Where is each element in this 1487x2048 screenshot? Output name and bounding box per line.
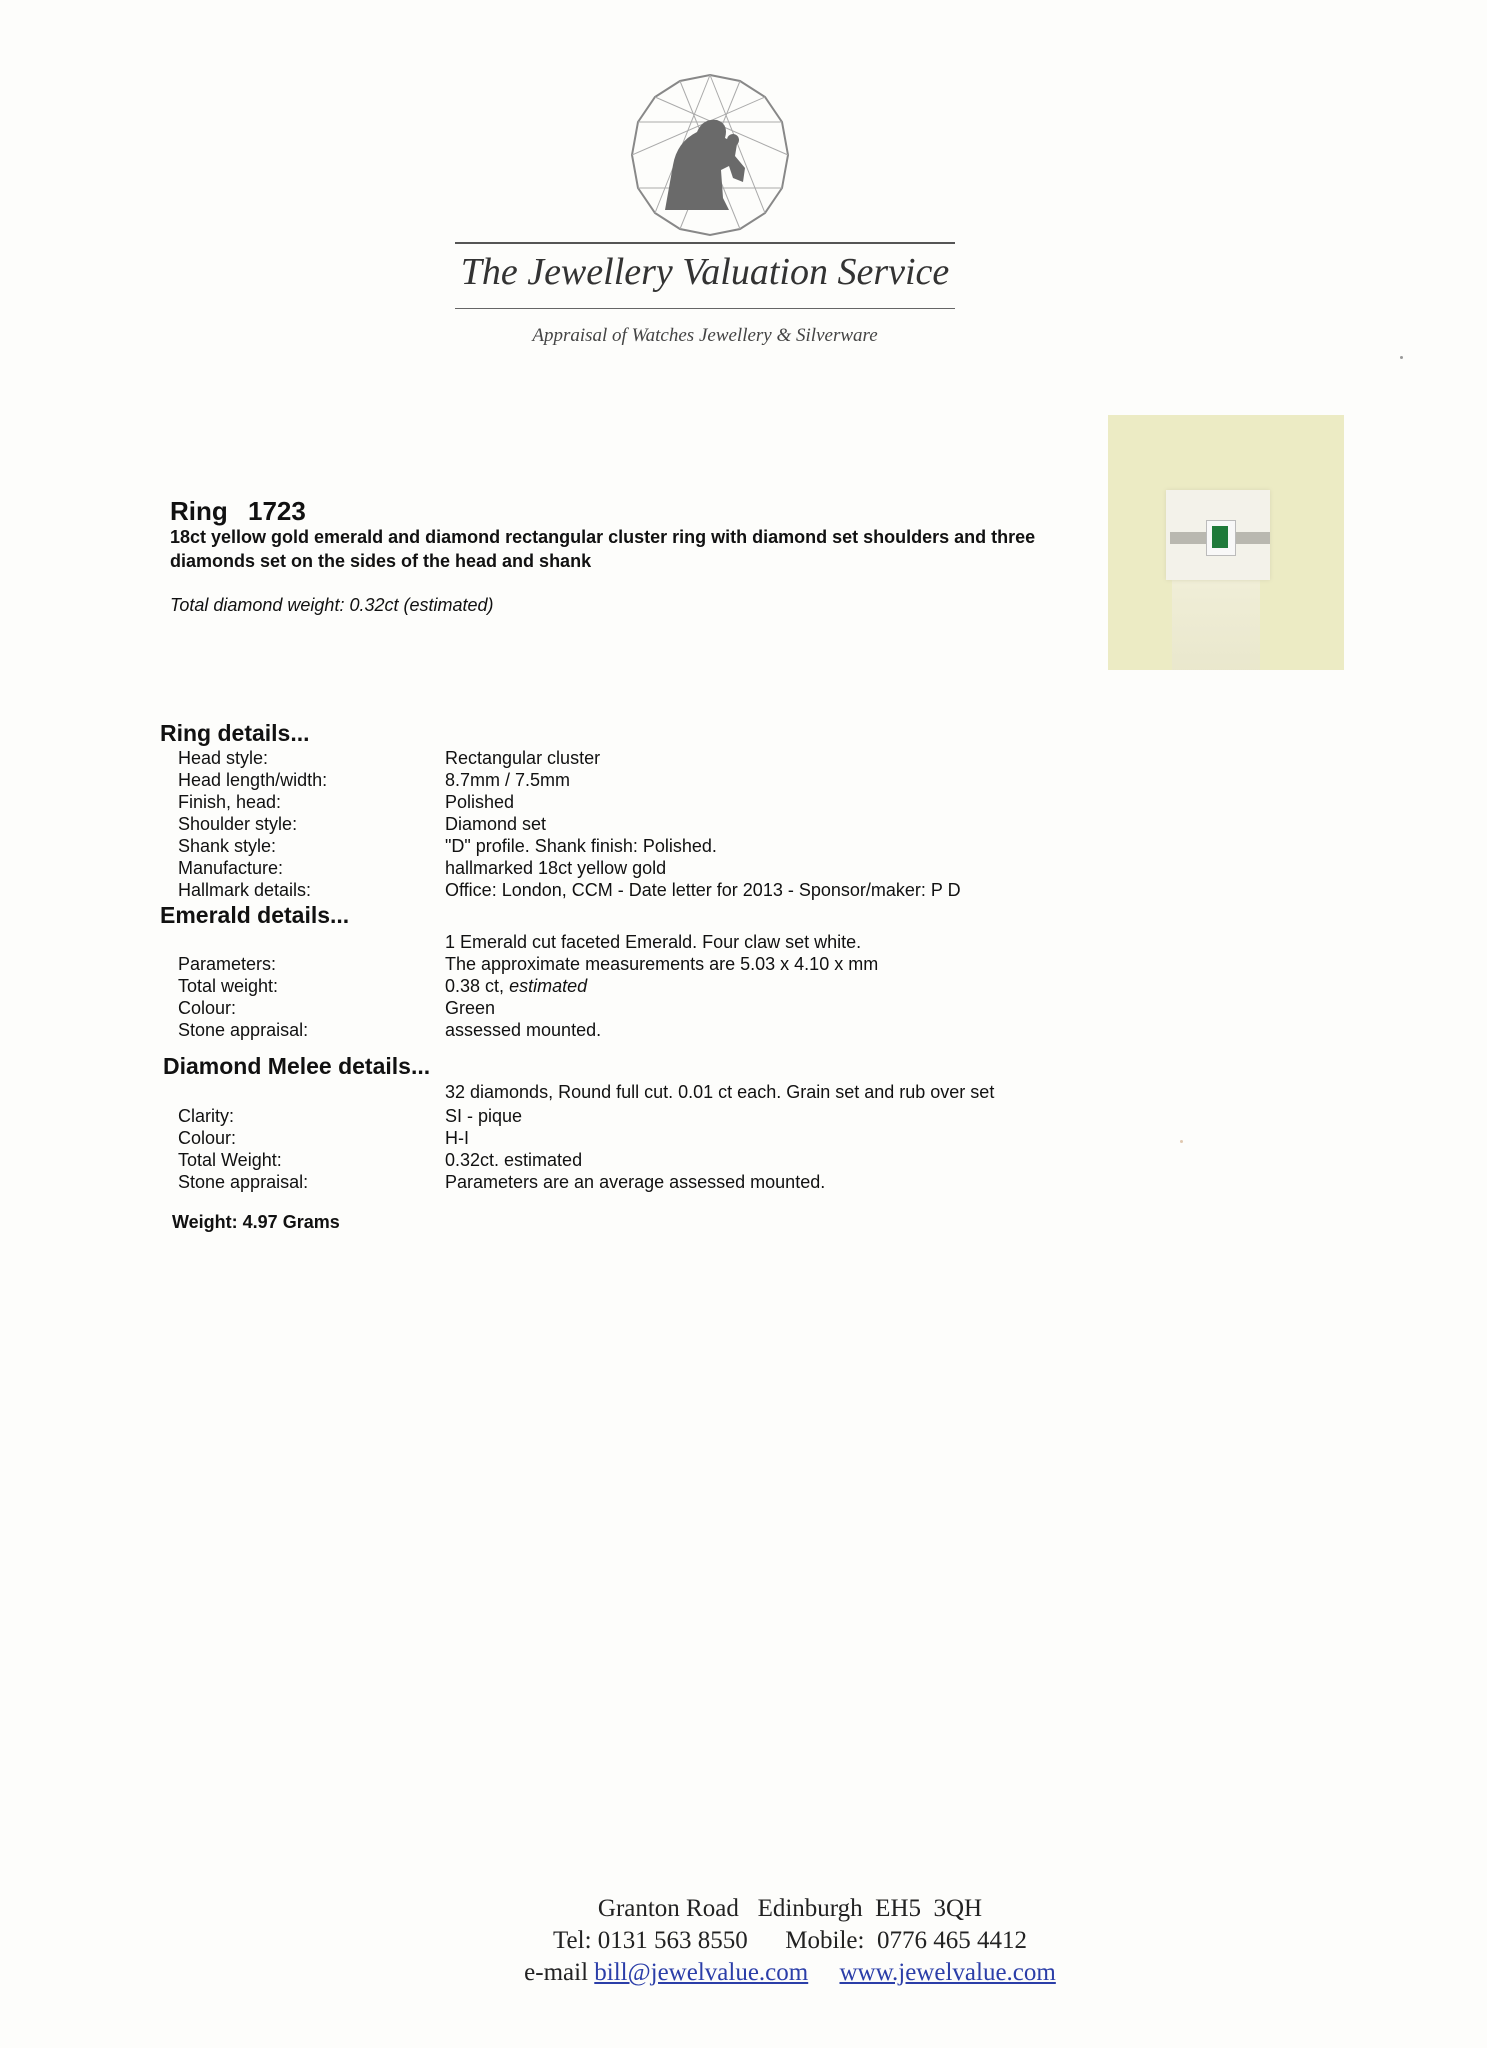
item-name: Ring xyxy=(170,496,228,526)
detail-label: Finish, head: xyxy=(178,792,282,812)
detail-label: Total Weight: xyxy=(178,1150,282,1170)
detail-label: Total weight: xyxy=(178,976,279,996)
detail-value: "D" profile. Shank finish: Polished. xyxy=(445,836,717,856)
total-diamond-weight: Total diamond weight: 0.32ct (estimated) xyxy=(170,595,494,615)
header-top-rule xyxy=(455,242,955,244)
detail-label: Colour: xyxy=(178,998,237,1018)
detail-label: Head length/width: xyxy=(178,770,328,790)
detail-value: H-I xyxy=(445,1128,469,1148)
footer-mobile: Mobile: 0776 465 4412 xyxy=(785,1927,1027,1954)
footer-address: Granton Road Edinburgh EH5 3QH xyxy=(597,1895,983,1922)
detail-value: Diamond set xyxy=(445,814,547,834)
website-link[interactable]: www.jewelvalue.com xyxy=(839,1959,1056,1986)
brand-tagline: Appraisal of Watches Jewellery & Silverware xyxy=(532,325,878,346)
detail-value: Parameters are an average assessed mounted. xyxy=(445,1172,826,1192)
footer-contacts xyxy=(440,1959,1140,1987)
detail-value: 8.7mm / 7.5mm xyxy=(445,770,571,790)
item-weight: Weight: 4.97 Grams xyxy=(172,1212,340,1232)
melee-details-title: Diamond Melee details... xyxy=(163,1053,431,1079)
scan-speck xyxy=(1400,356,1403,359)
detail-value: assessed mounted. xyxy=(445,1020,602,1040)
emerald-details-title: Emerald details... xyxy=(160,902,350,928)
detail-label: Stone appraisal: xyxy=(178,1020,309,1040)
footer-phones xyxy=(440,1927,1140,1955)
email-label: e-mail xyxy=(524,1959,589,1986)
detail-label: Head style: xyxy=(178,748,269,768)
item-number: 1723 xyxy=(248,496,306,526)
item-description: 18ct yellow gold emerald and diamond rectangular cluster ring with diamond set shoulders and three diamonds set on the sides of the head and shank xyxy=(170,527,1036,571)
detail-value: hallmarked 18ct yellow gold xyxy=(445,858,667,878)
header-bottom-rule xyxy=(455,308,955,309)
detail-value: SI - pique xyxy=(445,1106,523,1126)
detail-value: 0.32ct. estimated xyxy=(445,1150,583,1170)
detail-label: Stone appraisal: xyxy=(178,1172,309,1192)
detail-label: Shank style: xyxy=(178,836,277,856)
jeweller-loupe-logo xyxy=(625,70,795,240)
detail-value: Rectangular cluster xyxy=(445,748,601,768)
detail-value: Green xyxy=(445,998,496,1018)
ring-photo xyxy=(1108,415,1344,670)
emerald-stone xyxy=(1212,526,1228,548)
detail-label: Shoulder style: xyxy=(178,814,298,834)
detail-label: Manufacture: xyxy=(178,858,284,878)
detail-value: 0.38 ct, estimated xyxy=(445,976,588,996)
detail-value: Office: London, CCM - Date letter for 2013 - Sponsor/maker: P D xyxy=(445,880,961,900)
detail-label: Parameters: xyxy=(178,954,277,974)
detail-label: Hallmark details: xyxy=(178,880,312,900)
ring-details-title: Ring details... xyxy=(160,720,310,746)
detail-label: Colour: xyxy=(178,1128,237,1148)
scan-speck xyxy=(1180,1140,1183,1143)
email-link[interactable]: bill@jewelvalue.com xyxy=(594,1959,809,1986)
footer-tel: Tel: 0131 563 8550 xyxy=(553,1927,748,1954)
detail-value: Polished xyxy=(445,792,515,812)
detail-value: The approximate measurements are 5.03 x 4.10 x mm xyxy=(445,954,879,974)
brand-name: The Jewellery Valuation Service xyxy=(460,251,950,293)
melee-intro: 32 diamonds, Round full cut. 0.01 ct each. Grain set and rub over set xyxy=(445,1082,995,1102)
detail-label: Clarity: xyxy=(178,1106,235,1126)
emerald-intro: 1 Emerald cut faceted Emerald. Four claw set white. xyxy=(445,932,862,952)
